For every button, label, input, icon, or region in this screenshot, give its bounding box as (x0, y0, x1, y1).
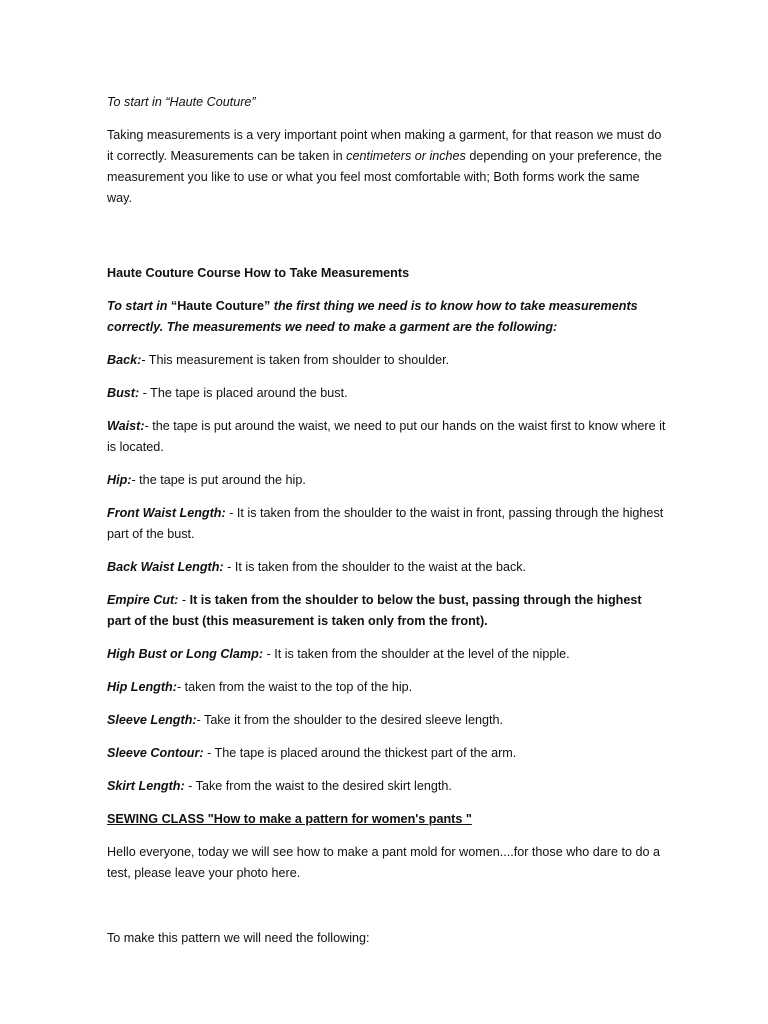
measurement-sep: - (203, 746, 212, 760)
measurement-sep: - (223, 560, 232, 574)
measurement-hip-length (107, 677, 667, 698)
measurement-sep: - (131, 473, 136, 487)
measurement-term: Sleeve Contour: (107, 746, 204, 760)
intro-heading: To start in “Haute Couture” (107, 95, 256, 109)
measurement-sep: - (225, 506, 234, 520)
measurement-term: Back: (107, 353, 142, 367)
measurement-term: Hip: (107, 473, 132, 487)
measurement-term: Sleeve Length: (107, 713, 197, 727)
measurement-sep: - (144, 419, 149, 433)
measurement-sep: - (184, 779, 193, 793)
measurement-skirt-length (107, 776, 667, 797)
measurement-term: Bust: (107, 386, 140, 400)
measurement-desc: It is taken from the shoulder to the waist at the back. (231, 560, 527, 574)
measurement-waist (107, 416, 667, 458)
measurement-term: High Bust or Long Clamp: (107, 647, 264, 661)
intro-paragraph (107, 125, 667, 209)
intro-text-2: depending on your preference, the measurement you like to use or what you feel most comfortable with; Both forms work the same way. (107, 149, 662, 205)
lead-text-2: the first thing we need is to know how to take measurements correctly. The measurements we need to make a garment are the following: (107, 299, 638, 334)
measurement-desc: It is taken from the shoulder to below the bust, passing through the highest part of the bust (this measurement is taken only from the front). (107, 593, 642, 628)
measurement-sep: - (141, 353, 146, 367)
intro-text-1: Taking measurements is a very important point when making a garment, for that reason we must do it correctly. Measurements can be taken in (107, 128, 662, 163)
measurement-hip (107, 470, 667, 491)
measurement-back-waist-length (107, 557, 667, 578)
measurement-desc: the tape is put around the hip. (135, 473, 306, 487)
lead-paragraph (107, 296, 667, 338)
measurement-back (107, 350, 667, 371)
measurement-sep: - (139, 386, 147, 400)
measurement-desc: taken from the waist to the top of the hip. (181, 680, 413, 694)
measurement-sep: - (176, 680, 182, 694)
measurement-sep: - (263, 647, 271, 661)
measurement-desc: The tape is placed around the bust. (146, 386, 348, 400)
measurement-desc: Take it from the shoulder to the desired sleeve length. (200, 713, 503, 727)
measurement-desc: It is taken from the shoulder at the level of the nipple. (270, 647, 570, 661)
measurement-front-waist-length (107, 503, 667, 545)
measurement-term: Back Waist Length: (107, 560, 224, 574)
measurement-high-bust (107, 644, 667, 665)
measurement-desc: The tape is placed around the thickest part of the arm. (211, 746, 517, 760)
measurement-term: Skirt Length: (107, 779, 185, 793)
intro-units-italic: centimeters or inches (346, 149, 466, 163)
measurement-sleeve-length (107, 710, 667, 731)
measurement-sep: - (196, 713, 201, 727)
measurement-sep: - (178, 593, 187, 607)
measurement-term: Hip Length: (107, 680, 177, 694)
measurement-empire-cut (107, 590, 667, 632)
measurement-desc: the tape is put around the waist, we need to put our hands on the waist first to know where it is located. (107, 419, 666, 454)
lead-quote: “Haute Couture” (170, 299, 271, 313)
section-heading: Haute Couture Course How to Take Measurements (107, 266, 410, 280)
sewing-class-heading: SEWING CLASS "How to make a pattern for women's pants " (107, 812, 472, 826)
measurement-term: Front Waist Length: (107, 506, 226, 520)
measurement-term: Waist: (107, 419, 145, 433)
measurement-desc: Take from the waist to the desired skirt length. (192, 779, 452, 793)
lead-text-1: To start in (107, 299, 171, 313)
document-page (107, 92, 667, 949)
measurement-desc: It is taken from the shoulder to the waist in front, passing through the highest part of the bust. (107, 506, 664, 541)
measurement-bust (107, 383, 667, 404)
hello-paragraph: Hello everyone, today we will see how to make a pant mold for women....for those who dare to do a test, please leave your photo here. (107, 845, 661, 880)
pattern-needs-paragraph: To make this pattern we will need the following: (107, 931, 370, 945)
measurement-desc: This measurement is taken from shoulder to shoulder. (145, 353, 450, 367)
measurement-sleeve-contour (107, 743, 667, 764)
measurement-term: Empire Cut: (107, 593, 179, 607)
